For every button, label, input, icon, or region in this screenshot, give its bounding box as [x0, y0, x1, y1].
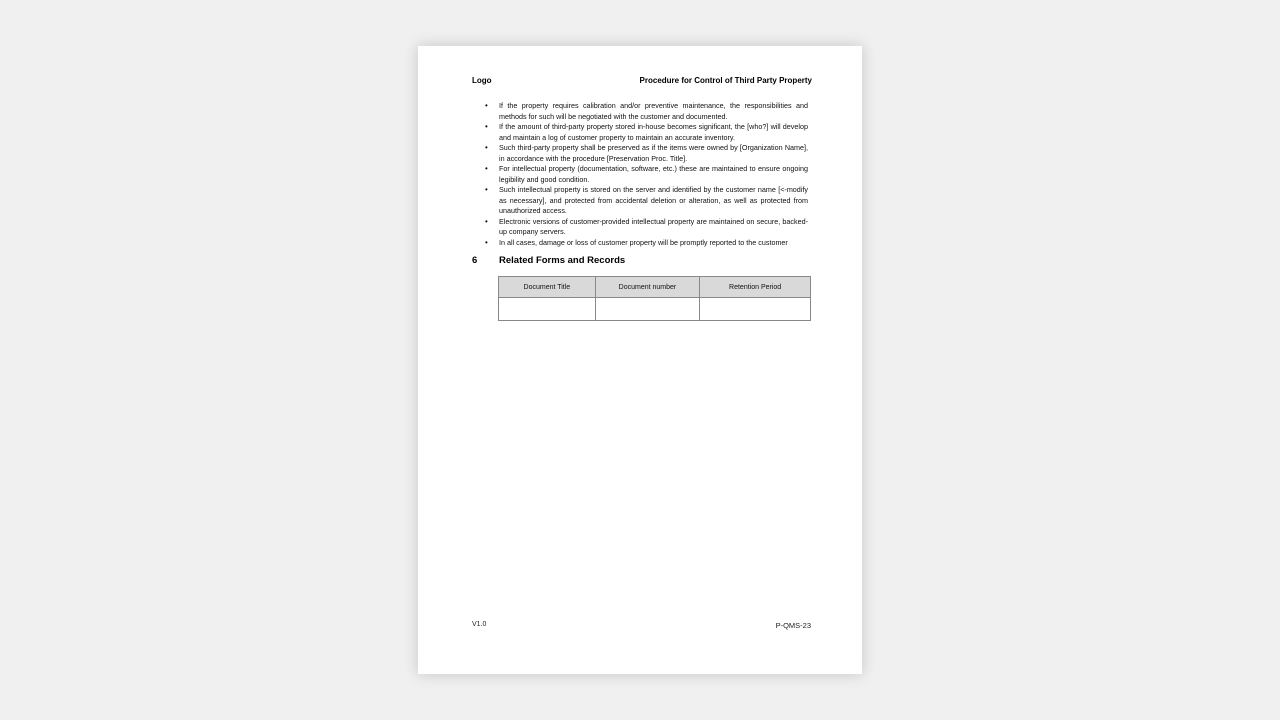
records-table	[498, 276, 811, 321]
section-number: 6	[472, 255, 478, 266]
bullet-list	[499, 101, 808, 248]
table-header-row	[499, 277, 811, 298]
list-item: • If the amount of third-party property stored in-house becomes significant, the [who?] will develop and maintain a log of customer property to maintain an accurate inventory.	[499, 122, 808, 143]
list-item: • In all cases, damage or loss of customer property will be promptly reported to the customer	[499, 238, 808, 249]
list-item: • For intellectual property (documentation, software, etc.) these are maintained to ensure ongoing legibility and good condition.	[499, 164, 808, 185]
header-logo: Logo	[472, 76, 492, 85]
column-header-document-number: Document number	[595, 277, 700, 298]
list-item: • If the property requires calibration and/or preventive maintenance, the responsibilities and methods for such will be negotiated with the customer and documented.	[499, 101, 808, 122]
table-cell	[700, 298, 811, 321]
table-row	[499, 298, 811, 321]
section-title: Related Forms and Records	[499, 255, 626, 266]
footer-version: V1.0	[472, 621, 487, 628]
document-page	[418, 46, 862, 674]
table-cell	[499, 298, 596, 321]
footer-code: P-QMS-23	[775, 621, 811, 630]
column-header-document-title: Document Title	[499, 277, 596, 298]
list-item: • Such third-party property shall be preserved as if the items were owned by [Organization Name], in accordance with the procedure [Preservation Proc. Title].	[499, 143, 808, 164]
header-title: Procedure for Control of Third Party Property	[639, 76, 812, 85]
list-item: • Electronic versions of customer-provided intellectual property are maintained on secure, backed-up company servers.	[499, 217, 808, 238]
column-header-retention-period: Retention Period	[700, 277, 811, 298]
list-item: • Such intellectual property is stored on the server and identified by the customer name [<-modify as necessary], and protected from accidental deletion or alteration, as well as protected from unauthorized access.	[499, 185, 808, 217]
table-cell	[595, 298, 700, 321]
